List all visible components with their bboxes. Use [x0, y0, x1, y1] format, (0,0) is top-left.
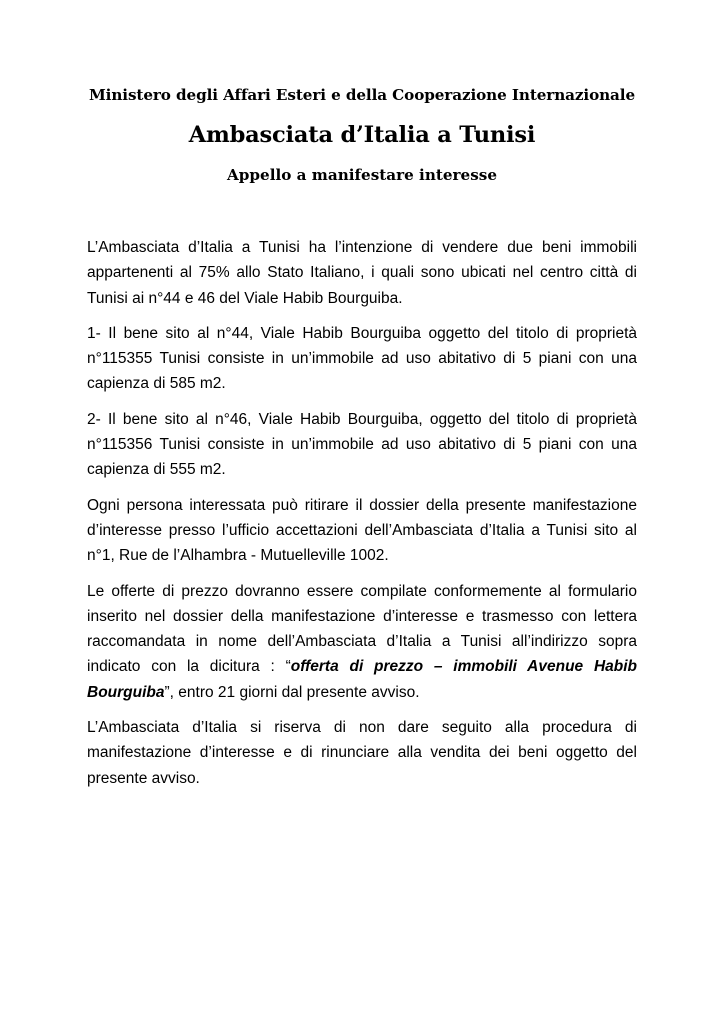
intro-paragraph: L’Ambasciata d’Italia a Tunisi ha l’intenzione di vendere due beni immobili appartenenti al 75% allo Stato Italiano, i quali sono ubicati nel centro città di Tunisi ai n°44 e 46 del Viale Habib Bourguiba.: [87, 239, 637, 307]
property-item-2: 2- Il bene sito al n°46, Viale Habib Bourguiba, oggetto del titolo di proprietà n°115356 Tunisi consiste in un’immobile ad uso abitativo di 5 piani con una capienza di 555 m2.: [87, 410, 637, 479]
notice-subtitle: Appello a manifestare interesse: [227, 166, 497, 184]
offers-paragraph: [87, 579, 637, 705]
offer-label-emphasis: offerta di prezzo – immobili Avenue Habib Bourguiba: [87, 658, 638, 701]
notice-body: [87, 235, 637, 801]
dossier-paragraph: Ogni persona interessata può ritirare il dossier della presente manifestazione d’interesse presso l’ufficio accettazioni dell’Ambasciata d’Italia a Tunisi sito al n°1, Rue de l’Alhambra - Mutuelleville 1002.: [87, 496, 637, 565]
offers-text-end: ”, entro 21 giorni dal presente avviso.: [164, 683, 420, 701]
reserve-paragraph: L’Ambasciata d’Italia si riserva di non dare seguito alla procedura di manifestazione d’interesse e di rinunciare alla vendita dei beni oggetto del presente avviso.: [87, 719, 637, 787]
embassy-title: Ambasciata d’Italia a Tunisi: [188, 122, 536, 148]
ministry-heading: Ministero degli Affari Esteri e della Cooperazione Internazionale: [88, 86, 636, 104]
offers-text-start: Le offerte di prezzo dovranno essere compilate conformemente al formulario inserito nel dossier della manifestazione d’interesse e trasmesso con lettera raccomandata in nome dell’Ambasciata d’Italia a Tunisi all’indirizzo sopra indicato con la dicitura : “: [87, 582, 637, 676]
property-item-1: 1- Il bene sito al n°44, Viale Habib Bourguiba oggetto del titolo di proprietà n°115355 Tunisi consiste in un’immobile ad uso abitativo di 5 piani con una capienza di 585 m2.: [87, 324, 637, 393]
